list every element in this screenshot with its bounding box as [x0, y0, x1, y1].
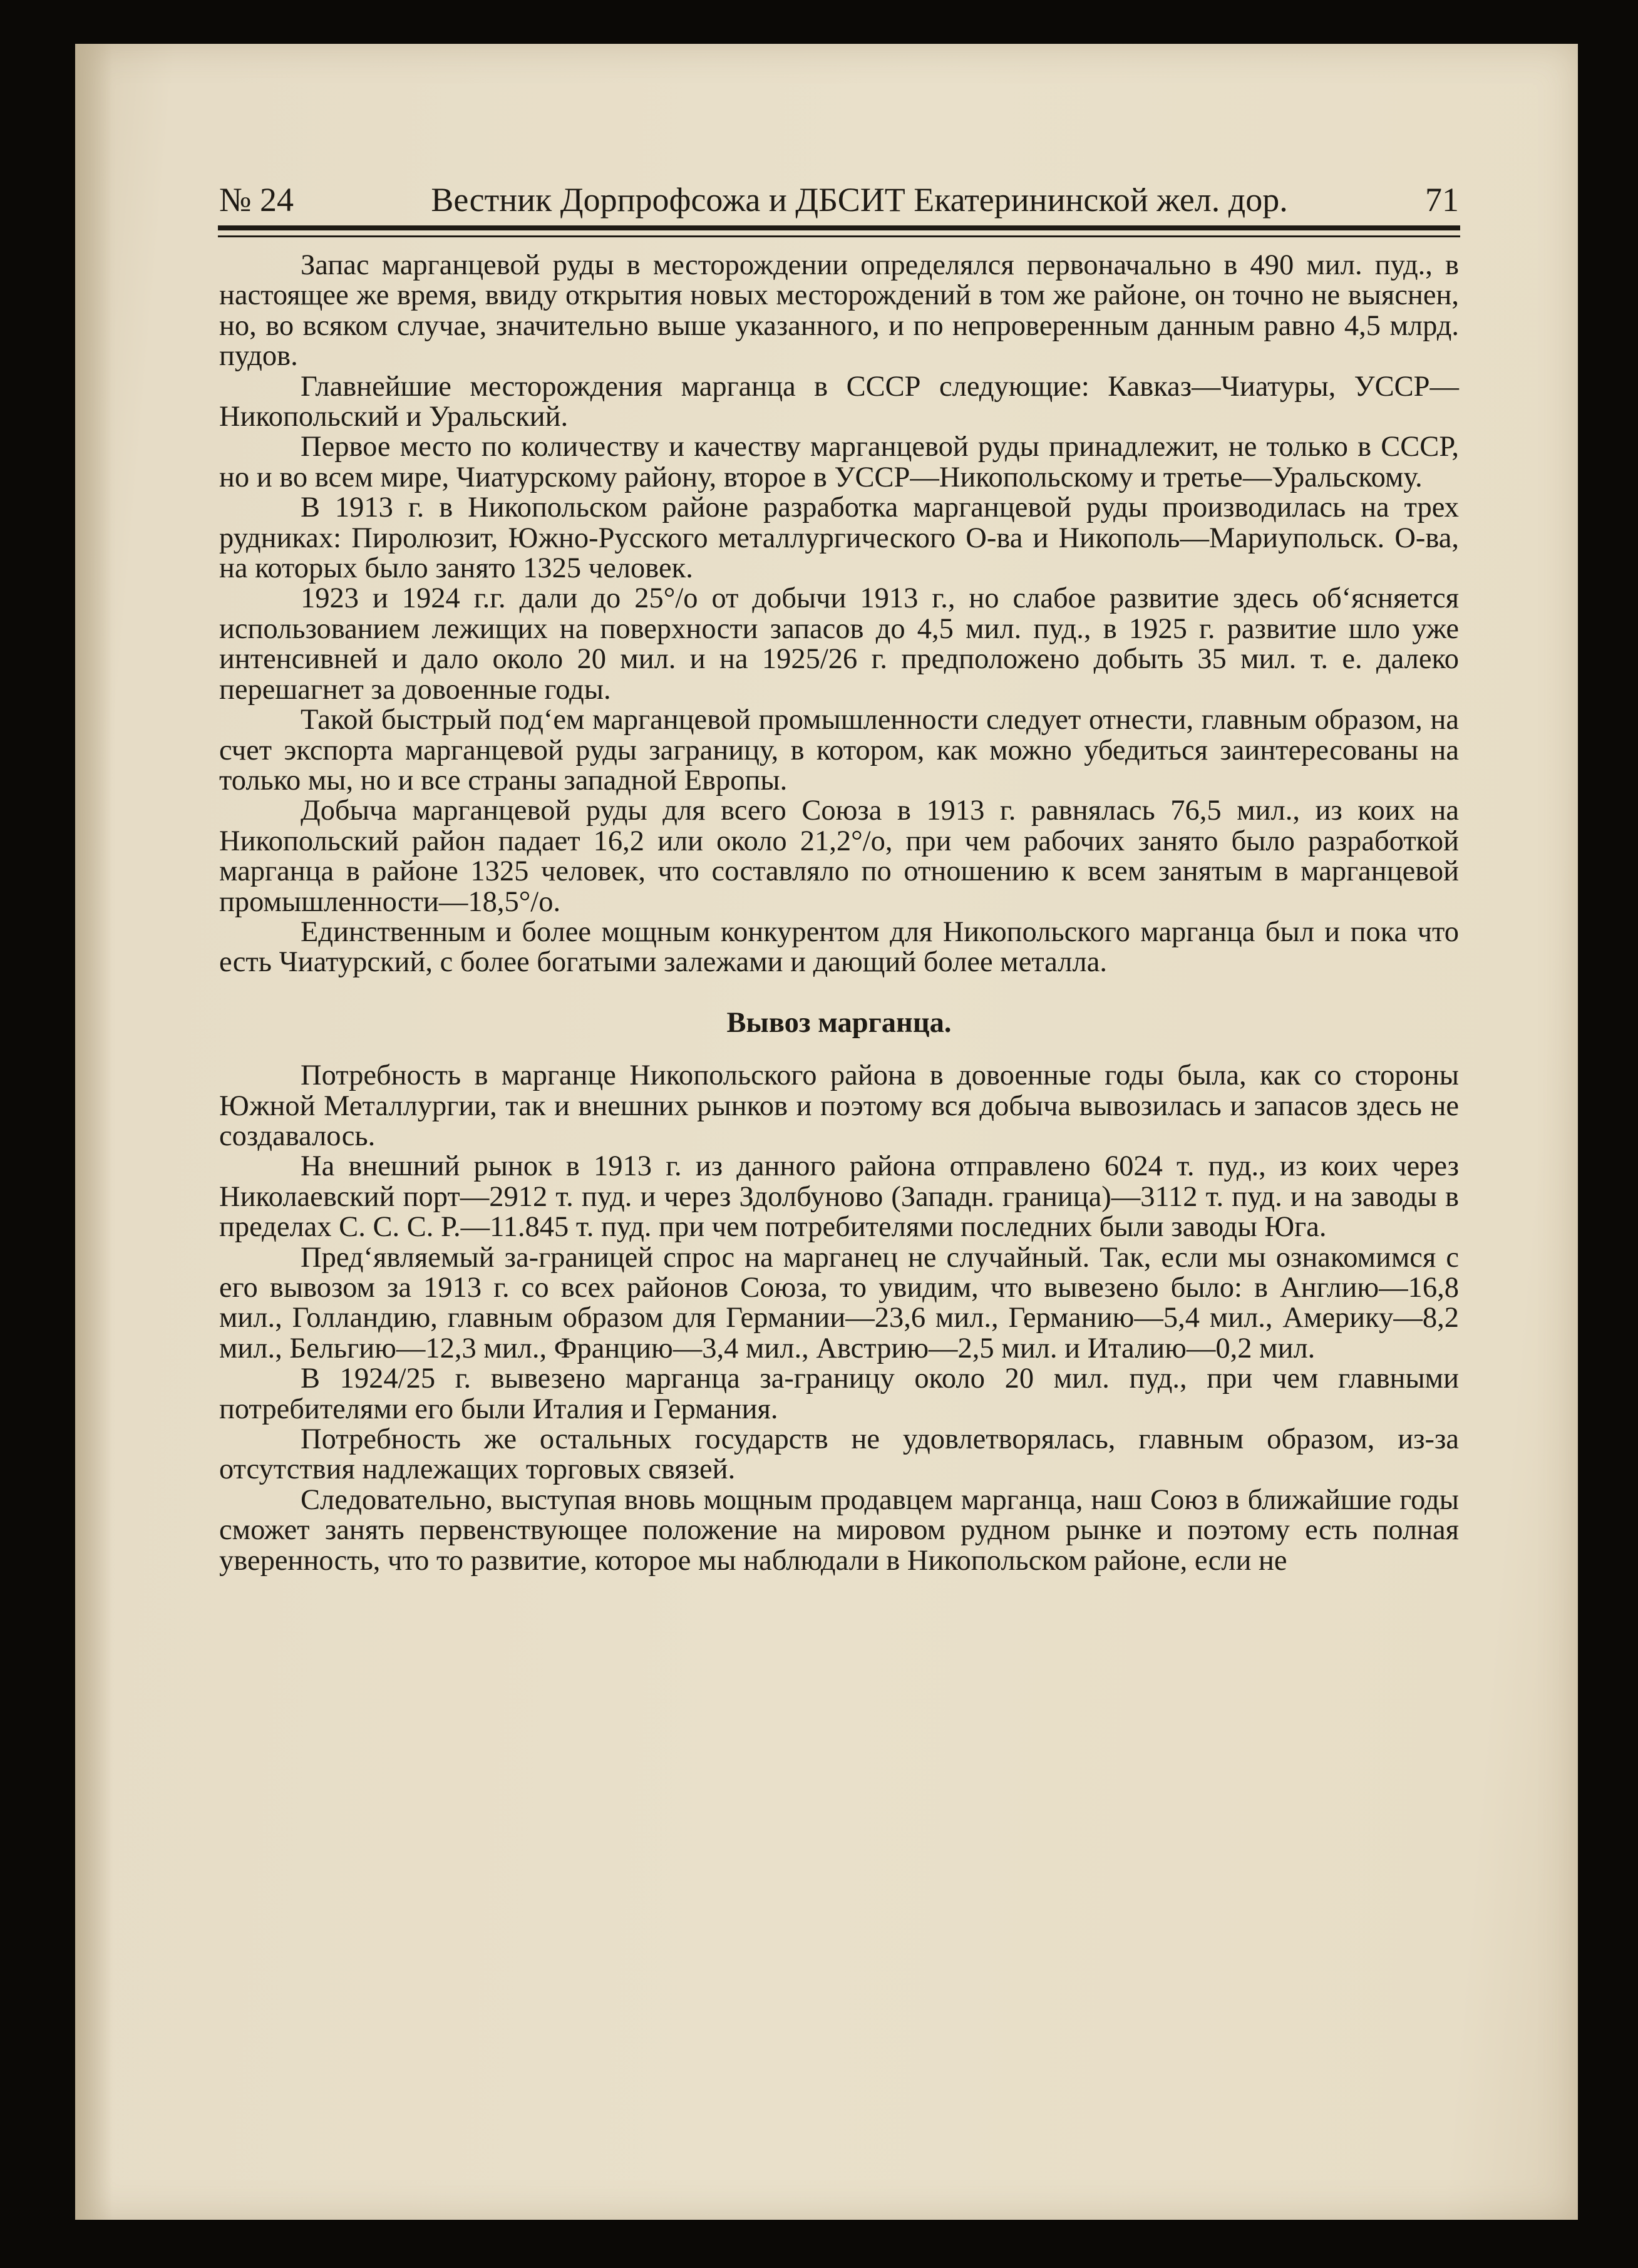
header-rule-thin [218, 235, 1460, 237]
paragraph: Следовательно, выступая вновь мощным продавцем марганца, наш Союз в ближайшие годы сможет занять первенствующее положение на мировом рудном рынке и поэтому есть полная уверенность, что то развитие, которое мы наблюдали в Никопольском районе, если не [219, 1483, 1459, 1577]
paragraph: Первое место по количеству и качеству марганцевой руды принадлежит, не только в СССР, но и во всем мире, Чиатурскому району, второе в УССР—Никопольскому и третье—Уральскому. [219, 431, 1459, 493]
paragraph: Потребность в марганце Никопольского района в довоенные годы была, как со стороны Южной Металлургии, так и внешних рынков и поэтому вся добыча вывозилась и запасов здесь не создавалось. [219, 1059, 1459, 1152]
paragraph: В 1913 г. в Никопольском районе разработка марганцевой руды производилась на трех рудниках: Пиролюзит, Южно-Русского металлургического О-ва и Никополь—Мариупольск. О-ва, на которых было занято 1325 человек. [219, 492, 1459, 585]
paragraph: 1923 и 1924 г.г. дали до 25°/о от добычи 1913 г., но слабое развитие здесь об‘ясняется использованием лежищих на поверхности запасов до 4,5 мил. пуд., в 1925 г. развитие шло уже интенсивней и дало около 20 мил. и на 1925/26 г. предположено добыть 35 мил. т. е. далеко перешагнет за довоенные годы. [219, 582, 1459, 706]
scanned-page [75, 44, 1578, 2220]
article-body [219, 250, 1459, 1576]
paragraph: Главнейшие месторождения марганца в СССР следующие: Кавказ—Чиатуры, УССР—Никопольский и Уральский. [219, 370, 1459, 433]
paragraph: Запас марганцевой руды в месторождении определялся первоначально в 490 мил. пуд., в настоящее же время, ввиду открытия новых месторождений в том же районе, он точно не выяснен, но, во всяком случае, значительно выше указанного, и по непроверенным данным равно 4,5 млрд. пудов. [219, 249, 1459, 373]
running-header [219, 175, 1459, 219]
section-heading: Вывоз марганца. [726, 1006, 952, 1039]
paragraph: В 1924/25 г. вывезено марганца за-границу около 20 мил. пуд., при чем главными потребителями его были Италия и Германия. [219, 1363, 1459, 1425]
paragraph: На внешний рынок в 1913 г. из данного района отправлено 6024 т. пуд., из коих через Николаевский порт—2912 т. пуд. и через Здолбуново (Западн. граница)—3112 т. пуд. и на заводы в пределах С. С. С. Р.—11.845 т. пуд. при чем потребителями последних были заводы Юга. [219, 1150, 1459, 1244]
issue-number: № 24 [219, 181, 294, 219]
paragraph: Добыча марганцевой руды для всего Союза в 1913 г. равнялась 76,5 мил., из коих на Никопольский район падает 16,2 или около 21,2°/о, при чем рабочих занято было разработкой марганца в районе 1325 человек, что составляло по отношению к всем занятым в марганцевой промышленности—18,5°/о. [219, 795, 1459, 918]
page-binding-shadow [75, 44, 113, 2220]
paragraph: Потребность же остальных государств не удовлетворялась, главным образом, из-за отсутствия надлежащих торговых связей. [219, 1423, 1459, 1486]
header-rule-thick [218, 225, 1460, 230]
paragraph: Такой быстрый под‘ем марганцевой промышленности следует отнести, главным образом, на счет экспорта марганцевой руды заграницу, в котором, как можно убедиться заинтересованы на только мы, но и все страны западной Европы. [219, 704, 1459, 796]
paragraph: Пред‘являемый за-границей спрос на марганец не случайный. Так, если мы ознакомимся с его вывозом за 1913 г. со всех районов Союза, то увидим, что вывезено было: в Англию—16,8 мил., Голландию, главным образом для Германии—23,6 мил., Германию—5,4 мил., Америку—8,2 мил., Бельгию—12,3 мил., Францию—3,4 мил., Австрию—2,5 мил. и Италию—0,2 мил. [219, 1241, 1459, 1364]
page-number: 71 [1425, 181, 1459, 219]
paragraph: Единственным и более мощным конкурентом для Никопольского марганца был и пока что есть Чиатурский, с более богатыми залежами и дающий более металла. [219, 915, 1459, 979]
journal-title: Вестник Дорпрофсожа и ДБСИТ Екатерининской жел. дор. [431, 181, 1288, 219]
